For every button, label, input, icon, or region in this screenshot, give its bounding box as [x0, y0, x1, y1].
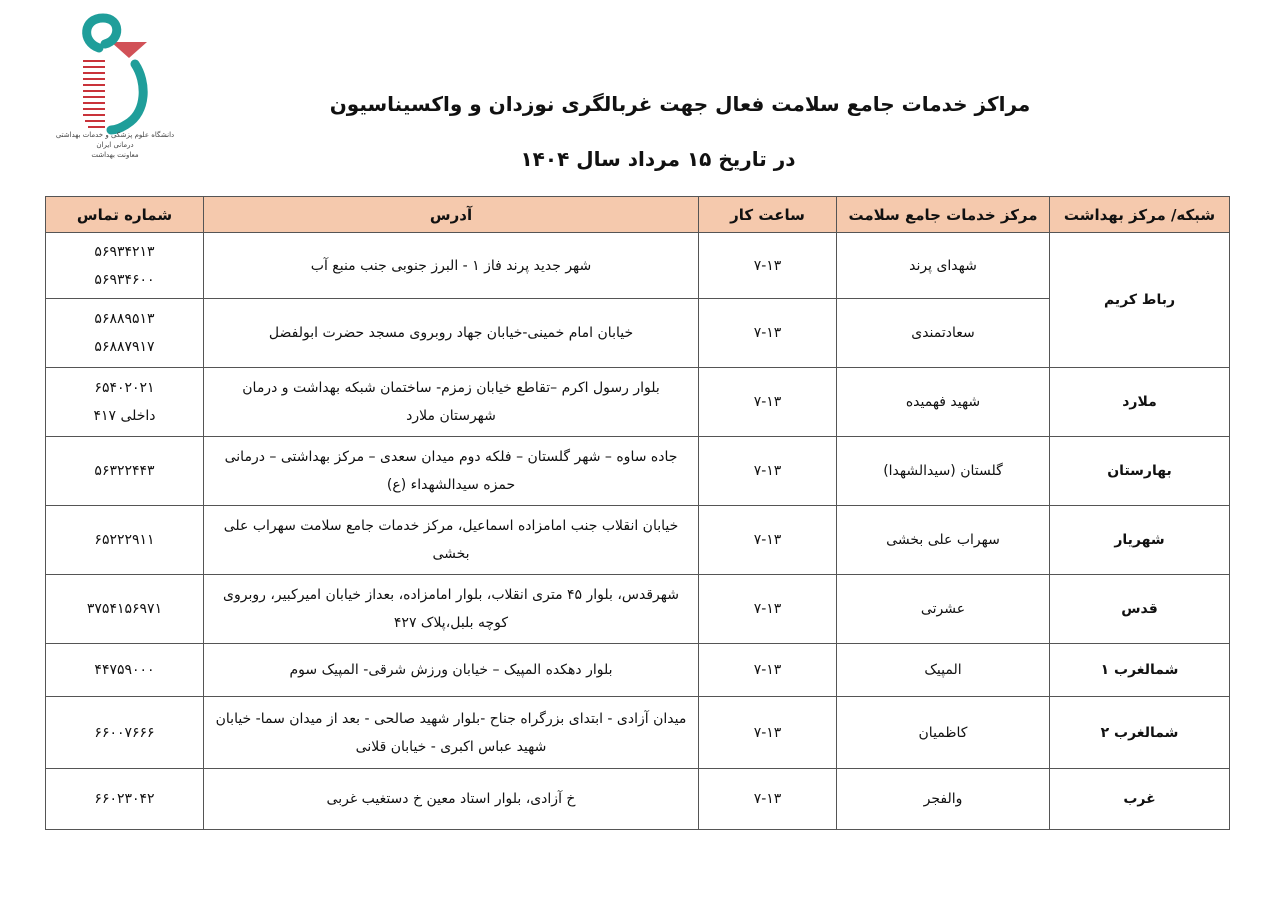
hours-cell: ۷-۱۳ [699, 233, 837, 299]
address-cell: بلوار رسول اکرم –تقاطع خیابان زمزم- ساختمان شبکه بهداشت و درمان شهرستان ملارد [204, 368, 699, 437]
center-cell: گلستان (سیدالشهدا) [837, 437, 1050, 506]
network-cell: شهریار [1050, 506, 1230, 575]
phone-cell: ۶۶۰۰۷۶۶۶ [46, 697, 204, 769]
network-cell: شمالغرب ۱ [1050, 644, 1230, 697]
address-cell: شهر جدید پرند فاز ۱ - البرز جنوبی جنب منبع آب [204, 233, 699, 299]
network-cell: قدس [1050, 575, 1230, 644]
header-address: آدرس [204, 197, 699, 233]
network-cell: رباط کریم [1050, 233, 1230, 368]
address-cell: بلوار دهکده المپیک – خیابان ورزش شرقی- المپیک سوم [204, 644, 699, 697]
table-row [46, 575, 1230, 644]
phone-cell: ۶۵۲۲۲۹۱۱ [46, 506, 204, 575]
hours-cell: ۷-۱۳ [699, 368, 837, 437]
hours-cell: ۷-۱۳ [699, 506, 837, 575]
phone-cell: ۳۷۵۴۱۵۶۹۷۱ [46, 575, 204, 644]
table-row [46, 368, 1230, 437]
center-cell: کاظمیان [837, 697, 1050, 769]
center-cell: شهید فهمیده [837, 368, 1050, 437]
address-cell: خیابان امام خمینی-خیابان جهاد روبروی مسجد حضرت ابولفضل [204, 299, 699, 368]
network-cell: غرب [1050, 769, 1230, 830]
page-title: مراکز خدمات جامع سلامت فعال جهت غربالگری نوزدان و واکسیناسیون [329, 92, 1031, 116]
hours-cell: ۷-۱۳ [699, 697, 837, 769]
hours-cell: ۷-۱۳ [699, 769, 837, 830]
table-row [46, 644, 1230, 697]
phone-number: ۶۵۴۰۲۰۲۱ [94, 380, 155, 396]
logo-caption-line1: دانشگاه علوم پزشکی و خدمات بهداشتی درمانی ایران [55, 131, 175, 149]
table-row [46, 769, 1230, 830]
phone-cell: ۵۶۳۲۲۴۴۳ [46, 437, 204, 506]
hours-cell: ۷-۱۳ [699, 299, 837, 368]
centers-table [45, 196, 1230, 830]
network-cell: بهارستان [1050, 437, 1230, 506]
center-cell: شهدای پرند [837, 233, 1050, 299]
center-cell: عشرتی [837, 575, 1050, 644]
page-subtitle: در تاریخ ۱۵ مرداد سال ۱۴۰۴ [520, 147, 796, 171]
header-phone: شماره تماس [46, 197, 204, 233]
network-cell: شمالغرب ۲ [1050, 697, 1230, 769]
hours-cell: ۷-۱۳ [699, 644, 837, 697]
table-row [46, 437, 1230, 506]
table-header-row [46, 197, 1230, 233]
address-cell: جاده ساوه – شهر گلستان – فلکه دوم میدان سعدی – مرکز بهداشتی – درمانی حمزه سیدالشهداء (ع) [204, 437, 699, 506]
phone-cell: ۶۶۰۲۳۰۴۲ [46, 769, 204, 830]
phone-number: ۵۶۸۸۹۵۱۳ [94, 311, 155, 327]
header-center: مرکز خدمات جامع سلامت [837, 197, 1050, 233]
center-cell: والفجر [837, 769, 1050, 830]
phone-number: ۵۶۸۸۷۹۱۷ [94, 339, 155, 355]
table-row [46, 697, 1230, 769]
phone-cell [46, 233, 204, 299]
header-hours: ساعت کار [699, 197, 837, 233]
phone-number: ۵۶۹۳۴۶۰۰ [94, 271, 155, 288]
center-cell: سهراب علی بخشی [837, 506, 1050, 575]
network-cell: ملارد [1050, 368, 1230, 437]
hours-cell: ۷-۱۳ [699, 575, 837, 644]
header-network: شبکه/ مرکز بهداشت [1050, 197, 1230, 233]
address-cell: خیابان انقلاب جنب امامزاده اسماعیل، مرکز خدمات جامع سلامت سهراب علی بخشی [204, 506, 699, 575]
center-cell: سعادتمندی [837, 299, 1050, 368]
address-cell: خ آزادی، بلوار استاد معین خ دستغیب غربی [204, 769, 699, 830]
phone-number: ۵۶۹۳۴۲۱۳ [94, 243, 155, 260]
phone-extension: داخلی ۴۱۷ [93, 408, 156, 424]
table-row [46, 506, 1230, 575]
phone-cell [46, 368, 204, 437]
address-cell: شهرقدس، بلوار ۴۵ متری انقلاب، بلوار امامزاده، بعداز خیابان امیرکبیر، روبروی کوچه بلبل،پلاک ۴۲۷ [204, 575, 699, 644]
logo-caption-line2: معاونت بهداشت [91, 151, 139, 159]
center-cell: المپیک [837, 644, 1050, 697]
phone-cell: ۴۴۷۵۹۰۰۰ [46, 644, 204, 697]
hours-cell: ۷-۱۳ [699, 437, 837, 506]
phone-cell [46, 299, 204, 368]
table-row [46, 233, 1230, 299]
address-cell: میدان آزادی - ابتدای بزرگراه جناح -بلوار شهید صالحی - بعد از میدان سما- خیابان شهید عباس اکبری - خیابان قلانی [204, 697, 699, 769]
